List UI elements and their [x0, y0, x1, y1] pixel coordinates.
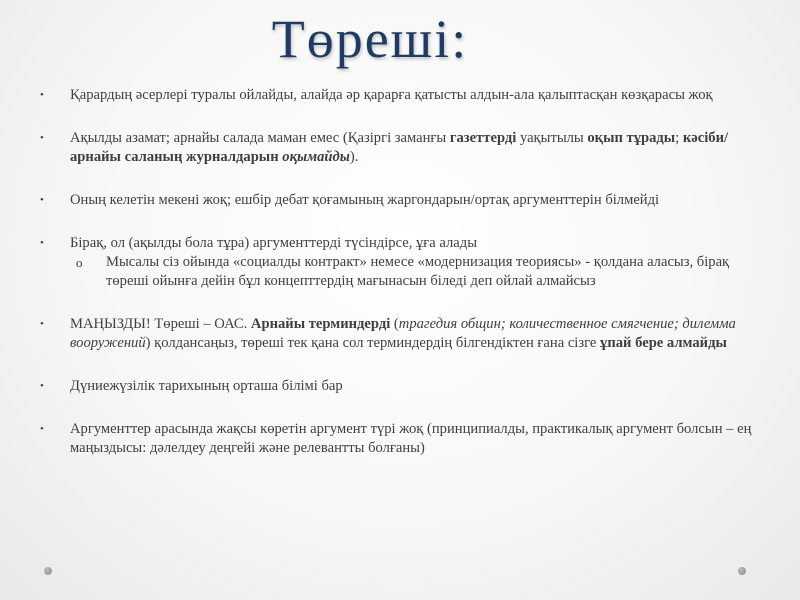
- bullet-text-run: Дүниежүзілік тарихының орташа білімі бар: [70, 378, 343, 394]
- bullet-text-run: (: [390, 316, 399, 332]
- bullet-text-run: оқып тұрады: [587, 130, 676, 146]
- item-spacer: [40, 210, 755, 234]
- bullet-text-run: Ақылды азамат; арнайы салада маман емес (Қазіргі заманғы: [70, 130, 450, 146]
- bullet-dot-icon: •: [40, 423, 44, 435]
- bullet-text-run: Аргументтер арасында жақсы көретін аргумент түрі жоқ (принципиалды, практикалық аргумент болсын – ең маңыздысы: дәлелдеу деңгейі және релевантты болғаны): [70, 421, 752, 456]
- item-spacer: [40, 396, 755, 420]
- bullet-text-run: МАҢЫЗДЫ! Төреші – ОАС.: [70, 316, 251, 332]
- bullet-dot-icon: •: [40, 380, 44, 392]
- bullet-dot-icon: •: [40, 89, 44, 101]
- bullet-item: [40, 191, 755, 210]
- corner-dot-right: [738, 567, 746, 575]
- bullet-list: [40, 86, 755, 458]
- sub-bullet-text: Мысалы сіз ойында «социалды контракт» немесе «модернизация теориясы» - қолдана аласыз, бірақ төреші ойынға дейін бұл концепттердің мағынасын біледі деп ойлай алмайсыз: [106, 254, 730, 289]
- bullet-dot-icon: •: [40, 318, 44, 330]
- bullet-text-run: уақытылы: [516, 130, 588, 146]
- bullet-item: [40, 234, 755, 253]
- bullet-text-run: Бірақ, ол (ақылды бола тұра) аргументтерді түсіндірсе, ұға алады: [70, 235, 478, 251]
- bullet-item: [40, 315, 755, 353]
- sub-bullet-circle-icon: o: [76, 255, 83, 270]
- bullet-text-run: ұпай бере алмайды: [600, 335, 727, 351]
- bullet-text-run: трагедия общин; количественное смягчение; дилемма вооружений: [70, 316, 736, 351]
- bullet-text-run: оқымайды: [282, 149, 350, 165]
- bullet-dot-icon: •: [40, 132, 44, 144]
- bullet-text-run: ) қолдансаңыз, төреші тек қана сол терминдердің білгендіктен ғана сізге: [145, 335, 601, 351]
- bullet-text-run: Қарардың әсерлері туралы ойлайды, алайда әр қарарға қатысты алдын-ала қалыптасқан көзқарасы жоқ: [70, 87, 713, 103]
- bullet-dot-icon: •: [40, 237, 44, 249]
- sub-bullet-item: [40, 253, 755, 291]
- slide-title: Төреші:: [271, 9, 469, 69]
- item-spacer: [40, 291, 755, 315]
- bullet-text-run: Арнайы терминдерді: [250, 316, 391, 332]
- item-spacer: [40, 105, 755, 129]
- bullet-text-run: ).: [349, 149, 359, 165]
- bullet-dot-icon: •: [40, 194, 44, 206]
- bullet-text-run: кәсіби/арнайы саланың журналдарын: [70, 130, 729, 165]
- bullet-item: [40, 377, 755, 396]
- bullet-text-run: ;: [675, 130, 683, 146]
- item-spacer: [40, 167, 755, 191]
- corner-dot-left: [44, 567, 52, 575]
- bullet-item: [40, 129, 755, 167]
- item-spacer: [40, 353, 755, 377]
- bullet-item: [40, 86, 755, 105]
- bullet-text-run: газеттерді: [449, 130, 517, 146]
- bullet-item: [40, 420, 755, 458]
- bullet-text-run: Оның келетін мекені жоқ; ешбір дебат қоғамының жаргондарын/ортақ аргументтерін білмейді: [70, 192, 660, 208]
